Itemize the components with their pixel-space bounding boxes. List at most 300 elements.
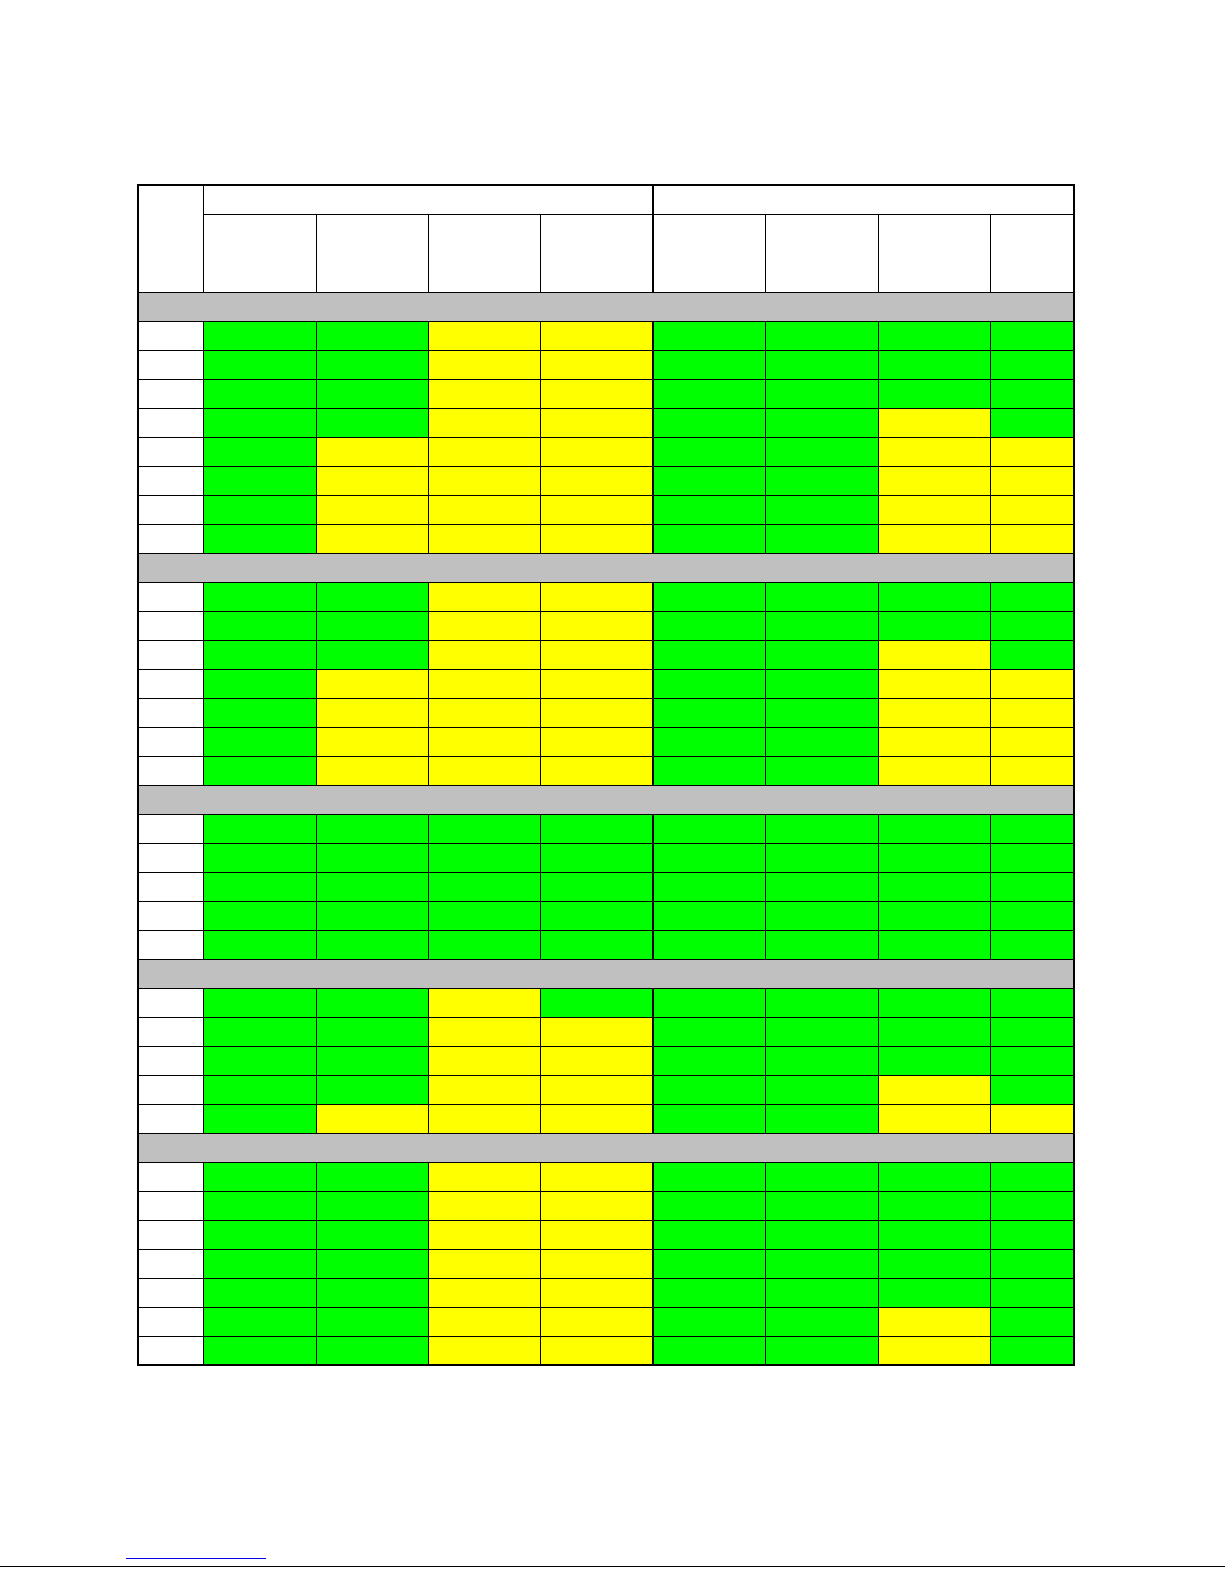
status-cell-green — [990, 930, 1074, 959]
status-cell-green — [765, 1162, 878, 1191]
status-cell-yellow — [878, 524, 990, 553]
status-cell-green — [990, 1075, 1074, 1104]
status-cell-green — [653, 350, 765, 379]
status-cell-green — [765, 1046, 878, 1075]
status-cell-green — [653, 814, 765, 843]
status-cell-green — [428, 872, 540, 901]
row-label-cell — [138, 408, 203, 437]
footer-link-underline[interactable] — [126, 1558, 266, 1559]
status-cell-yellow — [540, 1336, 653, 1365]
table-row — [138, 843, 1074, 872]
row-label-cell — [138, 350, 203, 379]
table-row — [138, 727, 1074, 756]
status-cell-green — [316, 1075, 428, 1104]
row-label-cell — [138, 1162, 203, 1191]
status-cell-green — [765, 930, 878, 959]
status-cell-yellow — [428, 1278, 540, 1307]
status-cell-yellow — [428, 524, 540, 553]
status-cell-green — [653, 466, 765, 495]
status-cell-green — [653, 408, 765, 437]
table-row — [138, 1017, 1074, 1046]
status-cell-green — [316, 872, 428, 901]
status-cell-green — [990, 988, 1074, 1017]
status-cell-green — [316, 379, 428, 408]
status-cell-yellow — [878, 1104, 990, 1133]
row-label-cell — [138, 814, 203, 843]
status-cell-green — [653, 988, 765, 1017]
status-cell-yellow — [878, 1307, 990, 1336]
status-cell-green — [653, 843, 765, 872]
section-header-row — [138, 959, 1074, 988]
section-header-row — [138, 785, 1074, 814]
status-cell-yellow — [428, 1307, 540, 1336]
row-label-cell — [138, 1336, 203, 1365]
status-cell-yellow — [878, 669, 990, 698]
table-row — [138, 669, 1074, 698]
status-cell-green — [203, 988, 316, 1017]
status-cell-green — [990, 1307, 1074, 1336]
footer-divider — [0, 1566, 1225, 1567]
status-cell-green — [316, 1162, 428, 1191]
column-header — [203, 214, 316, 292]
status-cell-green — [203, 843, 316, 872]
status-cell-green — [203, 524, 316, 553]
row-label-cell — [138, 437, 203, 466]
status-cell-green — [540, 843, 653, 872]
status-cell-yellow — [428, 408, 540, 437]
status-cell-green — [765, 350, 878, 379]
status-cell-green — [653, 1046, 765, 1075]
status-cell-yellow — [428, 1162, 540, 1191]
status-cell-yellow — [540, 1162, 653, 1191]
status-cell-green — [203, 727, 316, 756]
status-cell-green — [316, 1046, 428, 1075]
row-label-cell — [138, 321, 203, 350]
column-header — [765, 214, 878, 292]
status-cell-green — [203, 611, 316, 640]
status-cell-green — [653, 1336, 765, 1365]
row-label-cell — [138, 843, 203, 872]
status-cell-yellow — [878, 1075, 990, 1104]
status-cell-green — [765, 466, 878, 495]
status-cell-green — [316, 1336, 428, 1365]
status-cell-yellow — [428, 1046, 540, 1075]
status-cell-yellow — [316, 466, 428, 495]
status-cell-green — [316, 640, 428, 669]
status-cell-green — [316, 1220, 428, 1249]
status-cell-green — [990, 1162, 1074, 1191]
status-cell-yellow — [878, 756, 990, 785]
status-cell-green — [765, 1220, 878, 1249]
status-cell-green — [203, 814, 316, 843]
status-cell-yellow — [990, 524, 1074, 553]
status-cell-green — [765, 872, 878, 901]
section-header-row — [138, 553, 1074, 582]
status-cell-green — [990, 1249, 1074, 1278]
column-header-row — [138, 214, 1074, 292]
status-cell-green — [203, 1191, 316, 1220]
table-row — [138, 1191, 1074, 1220]
status-cell-green — [653, 495, 765, 524]
status-cell-green — [653, 756, 765, 785]
column-header — [990, 214, 1074, 292]
status-cell-yellow — [540, 1104, 653, 1133]
status-cell-green — [990, 1191, 1074, 1220]
status-cell-yellow — [540, 727, 653, 756]
status-cell-green — [990, 1046, 1074, 1075]
status-cell-yellow — [316, 698, 428, 727]
status-cell-green — [653, 872, 765, 901]
status-cell-green — [316, 901, 428, 930]
status-cell-green — [990, 611, 1074, 640]
status-cell-green — [765, 582, 878, 611]
table-row — [138, 437, 1074, 466]
status-cell-green — [203, 756, 316, 785]
status-cell-yellow — [316, 524, 428, 553]
table-row — [138, 1162, 1074, 1191]
status-cell-green — [765, 640, 878, 669]
status-cell-green — [765, 727, 878, 756]
row-label-cell — [138, 988, 203, 1017]
status-cell-yellow — [540, 611, 653, 640]
table-row — [138, 698, 1074, 727]
status-cell-green — [653, 901, 765, 930]
status-cell-yellow — [428, 611, 540, 640]
status-cell-green — [203, 1220, 316, 1249]
status-cell-green — [765, 988, 878, 1017]
status-cell-green — [765, 814, 878, 843]
row-label-cell — [138, 1104, 203, 1133]
status-cell-yellow — [878, 466, 990, 495]
status-cell-green — [878, 582, 990, 611]
status-cell-green — [990, 321, 1074, 350]
table-row — [138, 1249, 1074, 1278]
status-cell-green — [203, 582, 316, 611]
status-cell-yellow — [428, 669, 540, 698]
status-cell-green — [878, 901, 990, 930]
table-row — [138, 872, 1074, 901]
status-cell-green — [653, 321, 765, 350]
status-cell-green — [765, 1249, 878, 1278]
status-cell-yellow — [428, 321, 540, 350]
status-cell-green — [428, 901, 540, 930]
row-label-cell — [138, 756, 203, 785]
status-cell-yellow — [428, 437, 540, 466]
status-cell-green — [203, 698, 316, 727]
status-cell-yellow — [990, 1104, 1074, 1133]
section-header-cell — [138, 1133, 1074, 1162]
status-cell-yellow — [428, 1220, 540, 1249]
status-cell-green — [990, 872, 1074, 901]
row-label-cell — [138, 582, 203, 611]
status-cell-green — [203, 1075, 316, 1104]
row-label-cell — [138, 1191, 203, 1220]
status-cell-yellow — [316, 1104, 428, 1133]
status-cell-green — [878, 379, 990, 408]
status-cell-yellow — [428, 350, 540, 379]
status-cell-yellow — [878, 1336, 990, 1365]
table-row — [138, 756, 1074, 785]
status-cell-green — [203, 640, 316, 669]
status-cell-yellow — [990, 669, 1074, 698]
status-cell-yellow — [540, 437, 653, 466]
status-cell-green — [316, 1249, 428, 1278]
status-cell-yellow — [540, 1307, 653, 1336]
status-cell-green — [428, 814, 540, 843]
row-label-cell — [138, 727, 203, 756]
status-cell-yellow — [990, 466, 1074, 495]
status-cell-green — [316, 350, 428, 379]
status-cell-green — [540, 930, 653, 959]
status-cell-yellow — [428, 1336, 540, 1365]
status-cell-green — [990, 582, 1074, 611]
table-row — [138, 350, 1074, 379]
status-cell-green — [653, 930, 765, 959]
status-cell-green — [765, 524, 878, 553]
status-cell-green — [203, 930, 316, 959]
status-cell-green — [203, 379, 316, 408]
status-cell-green — [428, 843, 540, 872]
table-row — [138, 1278, 1074, 1307]
row-label-cell — [138, 930, 203, 959]
status-cell-green — [765, 321, 878, 350]
status-cell-green — [653, 1278, 765, 1307]
row-label-cell — [138, 1249, 203, 1278]
status-cell-green — [316, 814, 428, 843]
status-cell-green — [203, 1162, 316, 1191]
status-cell-yellow — [316, 495, 428, 524]
status-cell-yellow — [878, 495, 990, 524]
status-cell-green — [765, 437, 878, 466]
table-row — [138, 1104, 1074, 1133]
status-cell-yellow — [428, 495, 540, 524]
status-cell-green — [203, 1104, 316, 1133]
status-cell-yellow — [428, 1104, 540, 1133]
status-cell-yellow — [428, 466, 540, 495]
status-cell-green — [203, 669, 316, 698]
status-cell-green — [878, 872, 990, 901]
table-row — [138, 379, 1074, 408]
grid-body — [138, 292, 1074, 1365]
table-row — [138, 408, 1074, 437]
status-cell-yellow — [316, 669, 428, 698]
column-header — [878, 214, 990, 292]
status-cell-green — [203, 437, 316, 466]
row-label-cell — [138, 872, 203, 901]
status-cell-green — [653, 669, 765, 698]
table-row — [138, 582, 1074, 611]
status-cell-green — [765, 1336, 878, 1365]
group-header-2 — [653, 185, 1074, 214]
status-cell-green — [316, 988, 428, 1017]
status-cell-green — [765, 1307, 878, 1336]
status-cell-yellow — [316, 437, 428, 466]
table-row — [138, 1307, 1074, 1336]
status-cell-yellow — [540, 1046, 653, 1075]
column-header — [428, 214, 540, 292]
table-row — [138, 901, 1074, 930]
status-cell-green — [540, 872, 653, 901]
corner-header-cell — [138, 185, 203, 292]
status-cell-green — [765, 756, 878, 785]
status-cell-green — [653, 1017, 765, 1046]
status-cell-green — [653, 1104, 765, 1133]
table-row — [138, 640, 1074, 669]
status-cell-green — [203, 872, 316, 901]
status-cell-green — [765, 1278, 878, 1307]
table-row — [138, 524, 1074, 553]
status-cell-green — [653, 1162, 765, 1191]
group-header-row — [138, 185, 1074, 214]
table-row — [138, 1046, 1074, 1075]
status-cell-green — [428, 930, 540, 959]
status-cell-green — [653, 1307, 765, 1336]
table-row — [138, 1336, 1074, 1365]
status-cell-green — [316, 843, 428, 872]
row-label-cell — [138, 669, 203, 698]
status-cell-yellow — [540, 495, 653, 524]
status-cell-green — [878, 1249, 990, 1278]
status-cell-yellow — [878, 437, 990, 466]
status-cell-yellow — [990, 756, 1074, 785]
status-cell-green — [653, 524, 765, 553]
status-cell-green — [653, 611, 765, 640]
status-cell-yellow — [428, 1249, 540, 1278]
status-cell-green — [316, 321, 428, 350]
row-label-cell — [138, 495, 203, 524]
row-label-cell — [138, 466, 203, 495]
status-cell-green — [203, 901, 316, 930]
column-header — [540, 214, 653, 292]
row-label-cell — [138, 1075, 203, 1104]
status-cell-yellow — [316, 727, 428, 756]
status-cell-green — [765, 669, 878, 698]
status-cell-green — [203, 1278, 316, 1307]
status-cell-green — [765, 901, 878, 930]
status-cell-yellow — [540, 466, 653, 495]
status-cell-green — [653, 640, 765, 669]
status-grid-table — [137, 184, 1075, 1366]
status-cell-green — [540, 814, 653, 843]
status-cell-green — [765, 379, 878, 408]
status-cell-yellow — [428, 1075, 540, 1104]
status-cell-green — [203, 495, 316, 524]
status-cell-green — [878, 814, 990, 843]
status-cell-yellow — [878, 698, 990, 727]
status-cell-green — [203, 1017, 316, 1046]
status-cell-yellow — [540, 524, 653, 553]
status-cell-yellow — [428, 756, 540, 785]
status-cell-green — [765, 408, 878, 437]
status-cell-yellow — [428, 582, 540, 611]
section-header-cell — [138, 553, 1074, 582]
section-header-cell — [138, 959, 1074, 988]
status-cell-green — [203, 408, 316, 437]
status-cell-green — [540, 988, 653, 1017]
status-cell-green — [540, 901, 653, 930]
table-row — [138, 321, 1074, 350]
status-cell-green — [990, 1336, 1074, 1365]
status-cell-green — [653, 727, 765, 756]
status-cell-green — [878, 1278, 990, 1307]
status-cell-yellow — [316, 756, 428, 785]
status-cell-green — [765, 1104, 878, 1133]
status-cell-yellow — [878, 727, 990, 756]
status-cell-green — [765, 698, 878, 727]
status-cell-green — [765, 611, 878, 640]
status-cell-yellow — [878, 640, 990, 669]
section-header-row — [138, 1133, 1074, 1162]
status-cell-yellow — [540, 1075, 653, 1104]
status-cell-yellow — [428, 640, 540, 669]
column-header — [653, 214, 765, 292]
status-cell-green — [316, 408, 428, 437]
status-cell-yellow — [540, 640, 653, 669]
row-label-cell — [138, 611, 203, 640]
row-label-cell — [138, 1017, 203, 1046]
status-cell-green — [765, 1075, 878, 1104]
table-row — [138, 814, 1074, 843]
status-cell-green — [990, 350, 1074, 379]
status-cell-green — [878, 988, 990, 1017]
status-cell-green — [878, 611, 990, 640]
status-cell-green — [990, 1278, 1074, 1307]
status-cell-green — [203, 1249, 316, 1278]
row-label-cell — [138, 1220, 203, 1249]
group-header-1 — [203, 185, 653, 214]
status-cell-green — [653, 379, 765, 408]
row-label-cell — [138, 1278, 203, 1307]
status-cell-yellow — [990, 727, 1074, 756]
column-header — [316, 214, 428, 292]
status-cell-yellow — [540, 1191, 653, 1220]
status-cell-green — [653, 437, 765, 466]
section-header-row — [138, 292, 1074, 321]
status-cell-yellow — [428, 727, 540, 756]
row-label-cell — [138, 640, 203, 669]
status-cell-green — [878, 1046, 990, 1075]
row-label-cell — [138, 698, 203, 727]
status-cell-yellow — [878, 408, 990, 437]
status-cell-green — [653, 698, 765, 727]
status-cell-yellow — [428, 379, 540, 408]
status-cell-green — [878, 930, 990, 959]
table-row — [138, 1075, 1074, 1104]
status-cell-green — [653, 1220, 765, 1249]
status-cell-green — [316, 1017, 428, 1046]
status-cell-green — [653, 1249, 765, 1278]
status-cell-yellow — [540, 350, 653, 379]
status-cell-green — [878, 1162, 990, 1191]
row-label-cell — [138, 524, 203, 553]
section-header-cell — [138, 785, 1074, 814]
status-cell-green — [203, 466, 316, 495]
status-cell-yellow — [540, 1249, 653, 1278]
status-cell-green — [653, 1075, 765, 1104]
table-row — [138, 1220, 1074, 1249]
status-cell-green — [203, 1336, 316, 1365]
status-cell-green — [316, 1278, 428, 1307]
table-row — [138, 988, 1074, 1017]
status-cell-yellow — [540, 1278, 653, 1307]
status-cell-yellow — [428, 1017, 540, 1046]
status-cell-green — [990, 814, 1074, 843]
table-row — [138, 611, 1074, 640]
status-cell-yellow — [540, 582, 653, 611]
status-cell-green — [653, 582, 765, 611]
status-cell-yellow — [428, 988, 540, 1017]
status-cell-green — [203, 1046, 316, 1075]
